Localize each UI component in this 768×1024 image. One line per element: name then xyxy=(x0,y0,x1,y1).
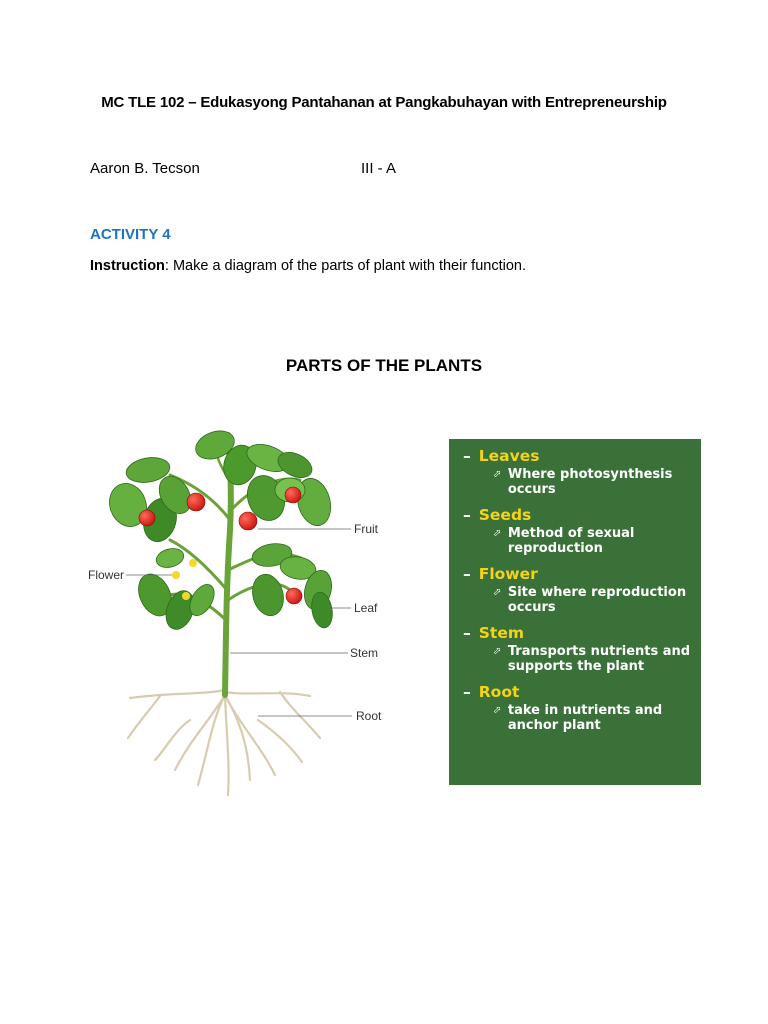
activity-label: ACTIVITY 4 xyxy=(90,226,171,243)
leaves xyxy=(104,426,336,633)
dash: – xyxy=(463,565,471,583)
instruction xyxy=(90,258,526,274)
instruction-text: : Make a diagram of the parts of plant with their function. xyxy=(164,258,526,274)
instruction-label: Instruction xyxy=(90,258,165,274)
student-name: Aaron B. Tecson xyxy=(90,160,200,177)
bullet-arrow-icon: ⬀ xyxy=(493,705,502,716)
dash: – xyxy=(463,447,471,465)
diagram-title: PARTS OF THE PLANTS xyxy=(285,356,483,375)
dash: – xyxy=(463,506,471,524)
label-leaf: Leaf xyxy=(354,601,378,615)
dash: – xyxy=(463,624,471,642)
label-root: Root xyxy=(356,709,382,723)
roots xyxy=(128,690,320,795)
panel-entry-leaves xyxy=(463,447,701,497)
desc-leaves: Where photosynthesis occurs xyxy=(507,467,673,497)
term-root: Root xyxy=(478,683,520,701)
term-flower: Flower xyxy=(478,565,538,583)
label-fruit: Fruit xyxy=(354,522,378,536)
panel-entry-root xyxy=(463,683,701,733)
plant-parts-panel xyxy=(449,439,701,785)
desc-seeds: Method of sexual reproduction xyxy=(507,526,635,556)
desc-flower: Site where reproduction occurs xyxy=(507,585,687,615)
panel-entry-seeds xyxy=(463,506,701,556)
course-title: MC TLE 102 – Edukasyong Pantahanan at Pangkabuhayan with Entrepreneurship xyxy=(101,94,667,111)
label-flower: Flower xyxy=(88,568,125,582)
panel-entry-flower xyxy=(463,565,701,615)
term-stem: Stem xyxy=(478,624,524,642)
bullet-arrow-icon: ⬀ xyxy=(493,587,502,598)
bullet-arrow-icon: ⬀ xyxy=(493,646,502,657)
term-leaves: Leaves xyxy=(478,447,540,465)
bullet-arrow-icon: ⬀ xyxy=(493,528,502,539)
panel-entry-stem xyxy=(463,624,701,674)
desc-stem: Transports nutrients and supports the plant xyxy=(507,644,691,674)
label-stem: Stem xyxy=(350,646,379,660)
plant-illustration xyxy=(80,420,400,800)
dash: – xyxy=(463,683,471,701)
term-seeds: Seeds xyxy=(478,506,532,524)
bullet-arrow-icon: ⬀ xyxy=(493,469,502,480)
section-label: III - A xyxy=(361,160,397,177)
desc-root: take in nutrients and anchor plant xyxy=(507,703,663,733)
